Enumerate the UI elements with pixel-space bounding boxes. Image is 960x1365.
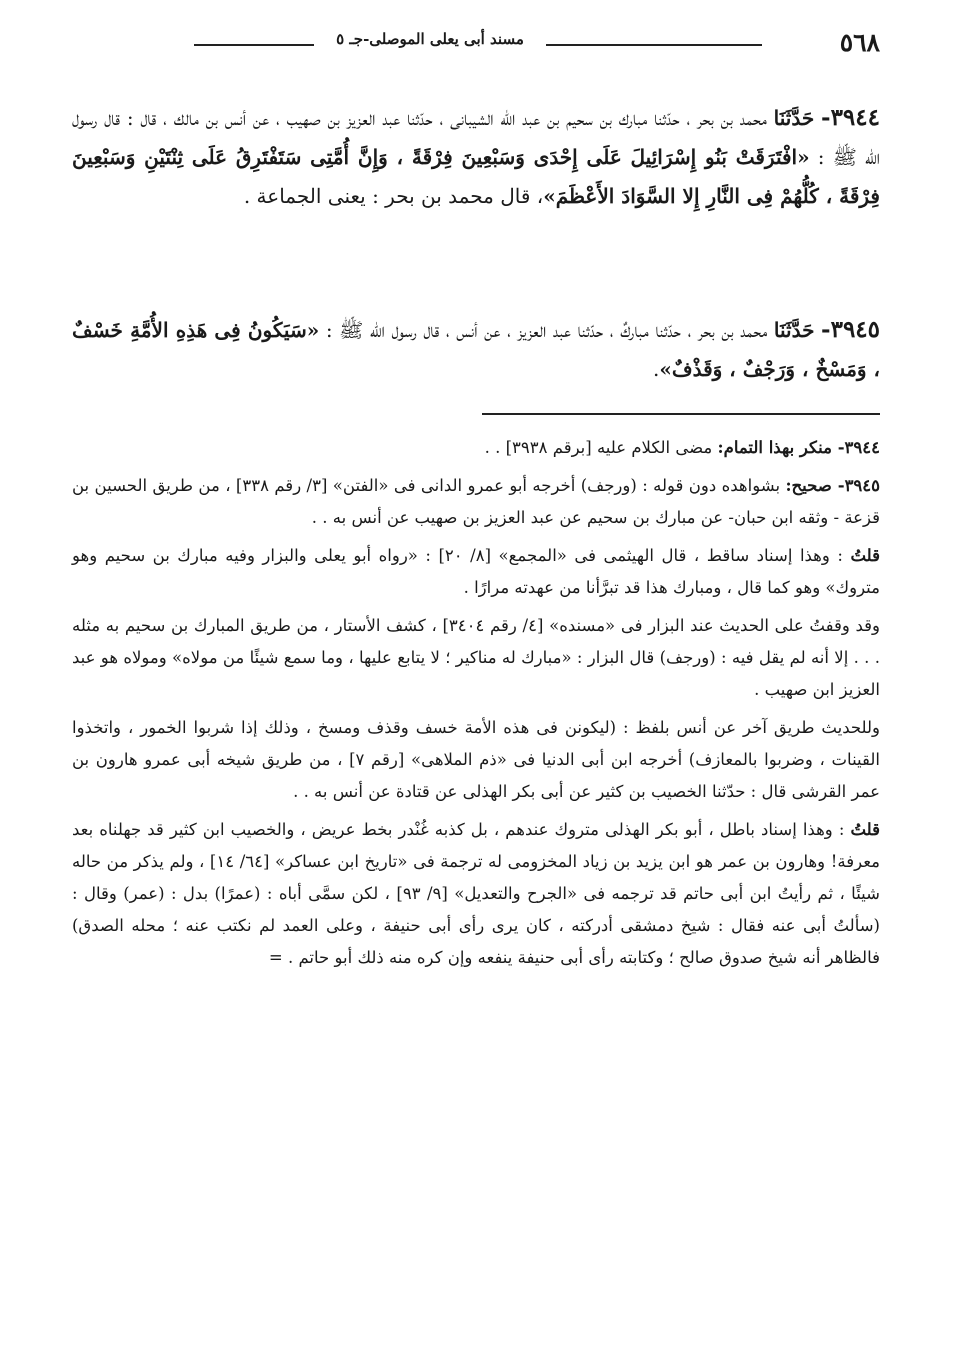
hadith-3945 [72, 310, 880, 389]
hadith-chain: محمد بن بحر ، حدّثنا مباركٌ ، حدّثنا عبد العزيز ، عن أنس ، قال رسول اللّه ﷺ : [319, 318, 774, 342]
hadith-lead: حَدَّثَنَا [773, 106, 815, 130]
page-header [72, 24, 880, 64]
hadith-matn: «سَيَكُونُ فِى هَذِهِ الأُمَّةِ خَسْفٌ ، وَمَسْخٌ ، وَرَجْفٌ ، وَقَذْفٌ» [72, 318, 880, 381]
hadith-3944 [72, 98, 880, 216]
footnotes [72, 432, 880, 980]
footnote-separator [482, 413, 880, 415]
running-title: مسند أبى يعلى الموصلى-جـ ٥ [336, 30, 524, 48]
hadith-tail: . [653, 357, 660, 381]
footnote-text: مضى الكلام عليه [برقم ٣٩٣٨] . . [484, 438, 718, 457]
hadith-matn: «افْتَرَقَتْ بَنُو إِسْرَائِيلَ عَلَى إِحْدَى وَسَبْعِينَ فِرْقَةً ، وَإِنَّ أُمَّتِى سَتَفْتَرِقُ عَلَى ثِنْتَيْنِ وَسَبْعِينَ فِرْقَةً ، كُلُّهُمْ فِى النَّارِ إِلا السَّوَادَ الأَعْظَمَ» [72, 145, 880, 208]
hadith-lead: حَدَّثَنَا [773, 318, 815, 342]
footnote [72, 540, 880, 604]
footnote-paragraph [72, 610, 880, 706]
hadith-tail: ، قال محمد بن بحر : يعنى الجماعة . [243, 184, 544, 208]
footnote-paragraph [72, 712, 880, 808]
footnote-text: وللحديث طريق آخر عن أنس بلفظ : (ليكونن فى هذه الأمة خسف وقذف ومسخ ، وذلك إذا شربوا الخمور ، واتخذوا القينات ، وضربوا بالمعازف) أخرجه ابن أبى الدنيا فى «ذم الملاهى» [رقم ٧] ، من طريق شيخه أبى عمرو هارون بن عمر القرشى قال : حدّثنا الخصيب بن كثير عن أبى بكر الهذلى عن قتادة عن أنس به . . [72, 718, 880, 801]
footnote-text: : وهذا إسناد باطل ، أبو بكر الهذلى متروك عندهم ، بل كذبه غُنْدر بخط عريض ، والخصيب ابن كثير قد جهلناه بعد معرفة! وهارون بن عمر هو ابن يزيد بن زياد المخزومى له ترجمة فى «تاريخ ابن عساكر» [٦٤/ ١٤] ، ولم يذكر من حاله شيئًا ، ثم رأيتُ ابن أبى حاتم قد ترجمه فى «الجرح والتعديل» [٩/ ٩٣] ، لكن سمَّى أباه : (عمرًا) بدل : (عمر) وقال : (سألتُ أبى عنه فقال : شيخ دمشقى أدركته ، كان يرى رأى أبى حنيفة ، وعلى العمد لم نكتب عنه ؛ محله الصدق) فالظاهر أنه شيخ صدوق صالح ؛ وكتابته رأى أبى حنيفة ينفعه وإن كره منه ذلك أبو حاتم . = [72, 820, 880, 967]
footnote [72, 432, 880, 464]
footnote-text: وقد وقفتُ على الحديث عند البزار فى «مسنده» [٤/ رقم ٣٤٠٤] ، كشف الأستار ، من طريق المبارك بن سحيم به مثله . . . إلا أنه لم يقل فيه : (ورجف) قال البزار : «مبارك له مناكير ؛ لا يتابع عليها ، وما سمع شيئًا من مولاه» ومولاه هو عبد العزيز ابن صهيب . [72, 616, 880, 699]
footnote-label: ٣٩٤٤- منكر بهذا التمام: [717, 438, 880, 457]
footnote-label: ٣٩٤٥- صحيح: [785, 476, 881, 495]
footnote [72, 470, 880, 534]
footnote-label: قلتُ [850, 546, 880, 565]
footnote [72, 814, 880, 974]
hadith-number: ٣٩٤٤- [821, 104, 880, 131]
header-rule-left [194, 44, 314, 46]
page-number: ٥٦٨ [839, 28, 880, 57]
hadith-chain: محمد بن بحر ، حدّثنا مبارك بن سحيم بن عبد اللّه الشيبانى ، حدّثنا عبد العزيز بن صهيب ، عن أنس بن مالك ، قال : قال رسول اللّه ﷺ : [72, 106, 880, 169]
header-rule-right [546, 44, 762, 46]
footnote-text: بشواهده دون قوله : (ورجف) أخرجه أبو عمرو الدانى فى «الفتن» [٣/ رقم ٣٣٨] ، من طريق الحسين بن قزعة - وثقه ابن حبان- عن مبارك بن سحيم عن عبد العزيز بن صهيب عن أنس به . . [72, 476, 880, 527]
footnote-text: : وهذا إسناد ساقط ، قال الهيثمى فى «المجمع» [٨/ ٢٠] : «رواه أبو يعلى والبزار وفيه مبارك بن سحيم وهو متروك» وهو كما قال ، ومبارك هذا قد تبرَّأنا من عهدته مرارًا . [72, 546, 880, 597]
hadith-number: ٣٩٤٥- [821, 316, 881, 343]
footnote-label: قلتُ [850, 820, 880, 839]
